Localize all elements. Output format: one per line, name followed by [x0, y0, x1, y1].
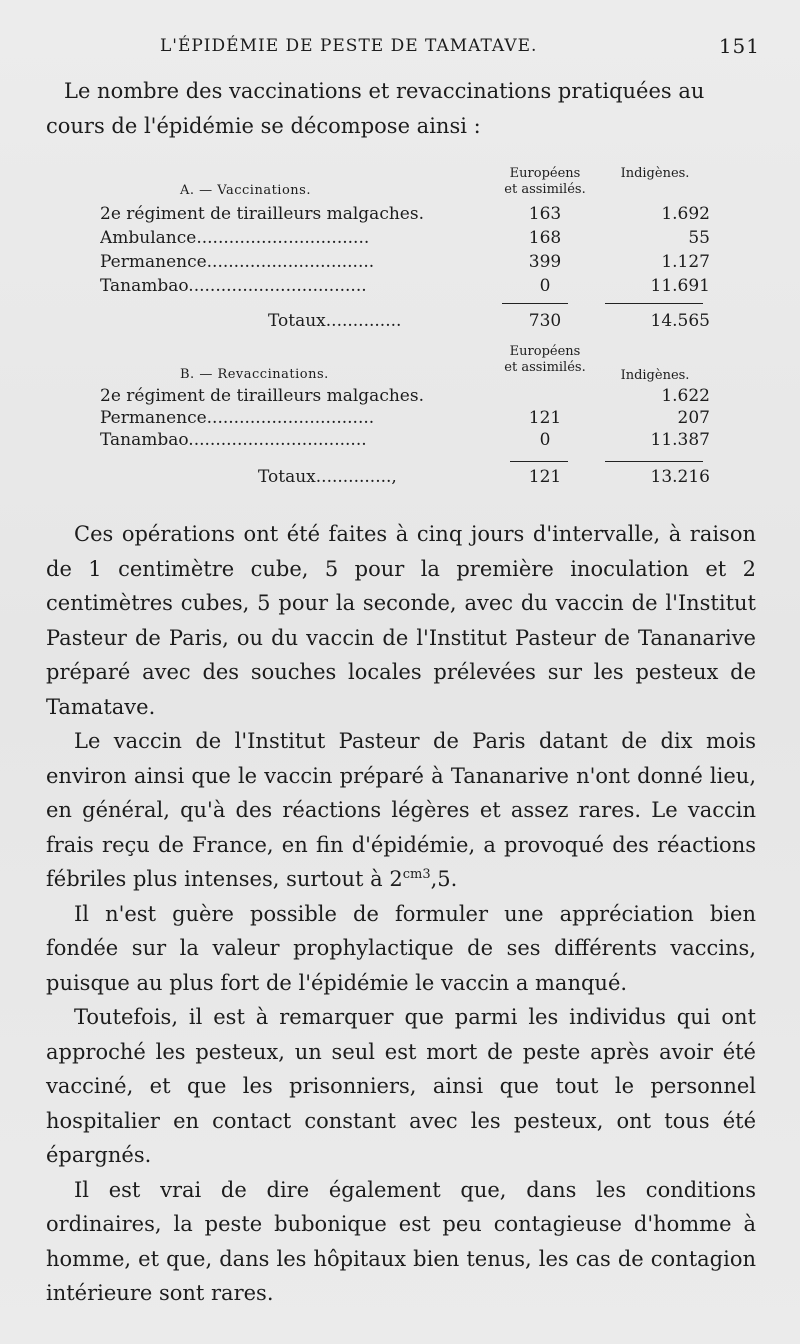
- section-title-revaccinations: B. — Revaccinations.: [180, 367, 329, 382]
- total-row: [100, 311, 710, 335]
- row-label: 2e régiment de tirailleurs malgaches.: [100, 204, 424, 224]
- unit-superscript: cm3: [402, 867, 431, 882]
- col-europeens-header-line1: Européens: [509, 344, 581, 359]
- body-text: [46, 517, 756, 1311]
- total-europeens: 121: [528, 467, 562, 487]
- total-rule-indigenes: [605, 461, 703, 462]
- row-label: Permanence...............................: [100, 252, 375, 272]
- col-europeens-header-line2: et assimilés.: [504, 360, 586, 375]
- row-europeens: 163: [528, 204, 562, 224]
- table-row: [100, 386, 710, 410]
- col-europeens-header-line1: Européens: [509, 166, 581, 181]
- table-row: [100, 430, 710, 454]
- row-label: Tanambao.................................: [100, 430, 367, 450]
- row-indigenes: 11.691: [650, 276, 710, 296]
- total-indigenes: 14.565: [650, 311, 710, 331]
- total-label: Totaux..............: [268, 311, 402, 331]
- row-indigenes: 1.692: [661, 204, 710, 224]
- paragraph-2-text: Le vaccin de l'Institut Pasteur de Paris datant de dix mois environ ainsi que le vaccin préparé à Tananarive n'ont donné lieu, en général, qu'à des réactions légères et assez rares. Le vaccin frais reçu de France, en fin d'épidémie, a provoqué des réactions fébriles plus intenses, surtout à 2: [46, 729, 756, 891]
- total-europeens: 730: [528, 311, 562, 331]
- row-label: Tanambao.................................: [100, 276, 367, 296]
- total-rule-europeens: [510, 461, 568, 462]
- total-row: [100, 467, 710, 491]
- total-label: Totaux..............,: [258, 467, 397, 487]
- running-title: L'ÉPIDÉMIE DE PESTE DE TAMATAVE.: [160, 36, 538, 56]
- row-europeens: 121: [528, 408, 562, 428]
- row-europeens: 0: [539, 276, 551, 296]
- section-title-vaccinations: A. — Vaccinations.: [180, 183, 311, 198]
- col-europeens-header: [500, 344, 590, 376]
- row-indigenes: 55: [688, 228, 710, 248]
- table-row: [100, 276, 710, 300]
- paragraph-4: Toutefois, il est à remarquer que parmi les individus qui ont approché les pesteux, un seul est mort de peste après avoir été vacciné, et que les prisonniers, ainsi que tout le personnel hospitalier en contact constant avec les pesteux, ont tous été épargnés.: [46, 1005, 756, 1167]
- paragraph-2-end: ,5.: [430, 867, 458, 891]
- row-indigenes: 11.387: [650, 430, 710, 450]
- col-indigenes-header: Indigènes.: [620, 368, 690, 383]
- page-header: [160, 34, 760, 62]
- row-label: Ambulance................................: [100, 228, 370, 248]
- table-row: [100, 228, 710, 252]
- paragraph-3: Il n'est guère possible de formuler une appréciation bien fondée sur la valeur prophylactique de ses différents vaccins, puisque au plus fort de l'épidémie le vaccin a manqué.: [46, 901, 756, 995]
- paragraph-5: Il est vrai de dire également que, dans les conditions ordinaires, la peste bubonique est peu contagieuse d'homme à homme, et que, dans les hôpitaux bien tenus, les cas de contagion intérieure sont rares.: [46, 1177, 756, 1305]
- paragraph-1: Ces opérations ont été faites à cinq jours d'intervalle, à raison de 1 centimètre cube, 5 pour la première inoculation et 2 centimètres cubes, 5 pour la seconde, avec du vaccin de l'Institut Pasteur de Paris, ou du vaccin de l'Institut Pasteur de Tananarive préparé avec des souches locales prélevées sur les pesteux de Tamatave.: [46, 522, 756, 719]
- paragraph-2: [46, 724, 756, 897]
- col-europeens-header-line2: et assimilés.: [504, 182, 586, 197]
- total-rule-indigenes: [605, 303, 703, 304]
- table-row: [100, 408, 710, 432]
- intro-text: Le nombre des vaccinations et revaccinations pratiquées au cours de l'épidémie se décompose ainsi :: [46, 79, 705, 138]
- total-rule-europeens: [502, 303, 568, 304]
- row-europeens: 399: [528, 252, 562, 272]
- total-indigenes: 13.216: [650, 467, 710, 487]
- table-row: [100, 252, 710, 276]
- col-indigenes-header: Indigènes.: [620, 166, 690, 181]
- table-row: [100, 204, 710, 228]
- row-europeens: 168: [528, 228, 562, 248]
- col-europeens-header: [500, 166, 590, 198]
- page-number: 151: [718, 34, 760, 58]
- row-label: Permanence...............................: [100, 408, 375, 428]
- row-europeens: 0: [539, 430, 551, 450]
- row-indigenes: 1.127: [661, 252, 710, 272]
- row-label: 2e régiment de tirailleurs malgaches.: [100, 386, 424, 406]
- row-indigenes: 1.622: [661, 386, 710, 406]
- row-indigenes: 207: [677, 408, 710, 428]
- intro-paragraph: [46, 74, 756, 144]
